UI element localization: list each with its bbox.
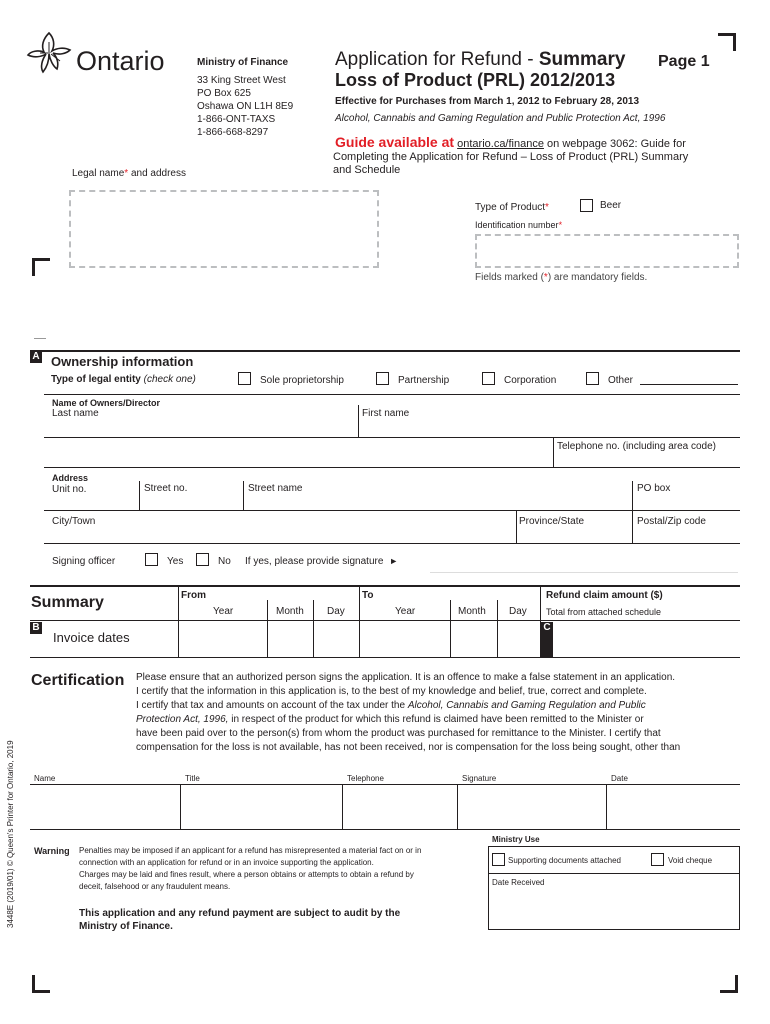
trillium-icon [26,30,72,74]
partnership-checkbox[interactable] [376,372,389,385]
summary-top-rule [30,585,740,587]
name-input[interactable] [31,785,179,829]
refund-claim-sub: Total from attached schedule [546,607,662,617]
date-col-label: Date [611,774,628,783]
grid-line [243,481,244,510]
from-label: From [181,590,206,601]
phone-line: 1-866-ONT-TAXS [197,114,276,125]
sole-proprietorship-label: Sole proprietorship [260,375,344,386]
identification-number-input[interactable] [475,234,739,268]
cert-line: Protection Act, 1996, in respect of the product for which this refund is claimed have been remitted to the Minister or [136,714,644,725]
required-star: * [558,220,563,230]
corner-mark-top-right [718,33,736,51]
entity-type-label: Type of legal entity (check one) [51,374,196,385]
section-a-top-rule [30,350,740,352]
to-day-input[interactable] [498,621,540,657]
guide-text: on webpage 3062: Guide for [543,138,686,150]
ontario-logo [26,30,176,78]
refund-amount-input[interactable] [554,621,740,657]
beer-label: Beer [600,200,622,211]
ministry-use-title: Ministry Use [492,835,540,844]
title-col-label: Title [185,774,200,783]
address-title: Address [52,473,89,483]
mandatory-note: Fields marked (*) are mandatory fields. [475,272,648,283]
grid-line [44,437,740,438]
guide-line [335,134,686,150]
other-checkbox[interactable] [586,372,599,385]
other-label: Other [608,375,634,386]
form-code-side-text: 3448E (2019/01) © Queen's Printer for Ontario, 2019 [6,740,15,928]
section-a-title: Ownership information [51,354,194,369]
grid-line [44,543,740,544]
act-name: Alcohol, Cannabis and Gaming Regulation and Public Protection Act, 1996 [335,113,666,124]
ministry-address [197,56,293,139]
grid-line [44,467,740,468]
grid-line [139,481,140,510]
owners-title: Name of Owners/Director [52,398,161,408]
grid-line [488,873,740,874]
signature-input-line[interactable] [430,572,738,573]
summary-title: Summary [31,594,104,611]
from-month-input[interactable] [268,621,313,657]
cert-line: I certify that the information in this application is, to the best of my knowledge and belief, true, correct and complete. [136,686,647,697]
signature-input[interactable] [458,785,605,829]
cert-line: compensation for the loss is not available, has not been received, nor is compensation for the loss being sought, other than [136,742,681,753]
corporation-checkbox[interactable] [482,372,495,385]
postal-code-label: Postal/Zip code [637,516,706,527]
last-name-label: Last name [52,408,99,419]
beer-checkbox[interactable] [580,199,593,212]
po-box-label: PO box [637,483,671,494]
warning-line: Charges may be laid and fines result, where a person obtains or attempts to obtain a refund by [79,870,414,879]
address-line: PO Box 625 [197,88,251,99]
sole-proprietorship-checkbox[interactable] [238,372,251,385]
page-number: Page 1 [658,53,710,70]
cert-line: I certify that tax and amounts on account of the tax under the Alcohol, Cannabis and Gaming Regulation and Public [136,700,646,711]
legal-name-address-input[interactable] [69,190,379,268]
to-day-label: Day [509,606,527,617]
void-cheque-label: Void cheque [668,856,713,865]
unit-no-label: Unit no. [52,484,87,495]
guide-label: Guide available at [335,134,455,150]
required-star: * [124,168,129,179]
guide-text-line2: Completing the Application for Refund – Loss of Product (PRL) Summary [333,151,689,163]
phone-line: 1-866-668-8297 [197,127,269,138]
form-title-bold: Summary [538,49,626,70]
to-month-label: Month [458,606,486,617]
section-b-tag: B [30,622,42,634]
required-star: * [543,272,548,283]
from-day-input[interactable] [314,621,359,657]
cert-line: Please ensure that an authorized person signs the application. It is an offence to make a false statement in an application. [136,672,676,683]
signing-officer-no-checkbox[interactable] [196,553,209,566]
guide-link[interactable]: ontario.ca/finance [457,138,544,150]
form-subtitle: Loss of Product (PRL) 2012/2013 [335,70,616,90]
city-label: City/Town [52,516,96,527]
grid-line [358,405,359,437]
certification-text [136,671,740,755]
telephone-label: Telephone no. (including area code) [557,441,716,452]
identification-number-label: Identification number* [475,220,563,230]
date-received-label: Date Received [492,878,545,887]
signing-officer-label: Signing officer [52,556,116,567]
legal-name-label: Legal name* and address [72,168,186,179]
refund-claim-label: Refund claim amount ($) [546,590,663,601]
guide-text-line3: and Schedule [333,164,401,176]
invoice-dates-label: Invoice dates [53,630,130,645]
no-label: No [218,556,231,567]
name-col-label: Name [34,774,56,783]
type-of-product-label: Type of Product* [475,202,549,213]
section-c-tag: C [541,622,553,634]
arrow-right-icon: ► [389,556,399,566]
first-name-label: First name [362,408,410,419]
grid-line [553,437,554,467]
section-c-bar [541,634,553,657]
grid-line [30,620,178,621]
from-year-label: Year [213,606,234,617]
from-year-input[interactable] [179,621,267,657]
form-title [335,49,625,71]
signature-col-label: Signature [462,774,497,783]
grid-line [44,510,740,511]
corporation-label: Corporation [504,375,557,386]
effective-dates: Effective for Purchases from March 1, 2012 to February 28, 2013 [335,96,640,107]
form-title-part: Application for Refund - [335,49,539,70]
title-input[interactable] [181,785,341,829]
to-year-input[interactable] [360,621,450,657]
to-month-input[interactable] [451,621,497,657]
void-cheque-checkbox[interactable] [651,853,664,866]
margin-tick [34,338,46,339]
grid-line [516,510,517,543]
cert-line: have been paid over to the person(s) from whom the product was purchased for remittance to the Minister. I certify that [136,728,661,739]
warning-label: Warning [34,846,70,856]
street-name-label: Street name [248,483,303,494]
yes-label: Yes [167,556,184,567]
signature-prompt: If yes, please provide signature ► [245,556,399,567]
audit-note: This application and any refund payment are subject to audit by the Ministry of Finance. [79,908,401,932]
telephone-input[interactable] [343,785,456,829]
to-year-label: Year [395,606,416,617]
address-line: Oshawa ON L1H 8E9 [197,101,294,112]
grid-line [632,481,633,543]
corner-mark-bottom-left [32,975,50,993]
province-label: Province/State [519,516,585,527]
date-received-input[interactable] [489,888,739,929]
telephone-col-label: Telephone [347,774,384,783]
warning-text [79,845,421,893]
to-label: To [362,590,374,601]
street-no-label: Street no. [144,483,188,494]
corner-mark-left-upper [32,258,50,276]
address-line: 33 King Street West [197,75,286,86]
warning-line: deceit, falsehood or any fraudulent means. [79,882,231,891]
from-month-label: Month [276,606,304,617]
grid-line [30,657,740,658]
signing-officer-yes-checkbox[interactable] [145,553,158,566]
partnership-label: Partnership [398,375,450,386]
date-input[interactable] [607,785,739,829]
other-input-line[interactable] [640,384,738,385]
section-a-tag: A [30,351,42,363]
corner-mark-bottom-right [720,975,738,993]
certification-title: Certification [31,672,125,689]
supporting-documents-checkbox[interactable] [492,853,505,866]
grid-line [44,394,740,395]
ministry-name: Ministry of Finance [197,57,289,68]
warning-line: connection with an application for refund or in an invoice supporting the application. [79,858,374,867]
from-day-label: Day [327,606,345,617]
supporting-documents-label: Supporting documents attached [508,856,621,865]
logo-wordmark: Ontario [76,46,165,76]
warning-line: Penalties may be imposed if an applicant for a refund has misrepresented a material fact on or in [79,846,422,855]
required-star: * [545,202,549,213]
